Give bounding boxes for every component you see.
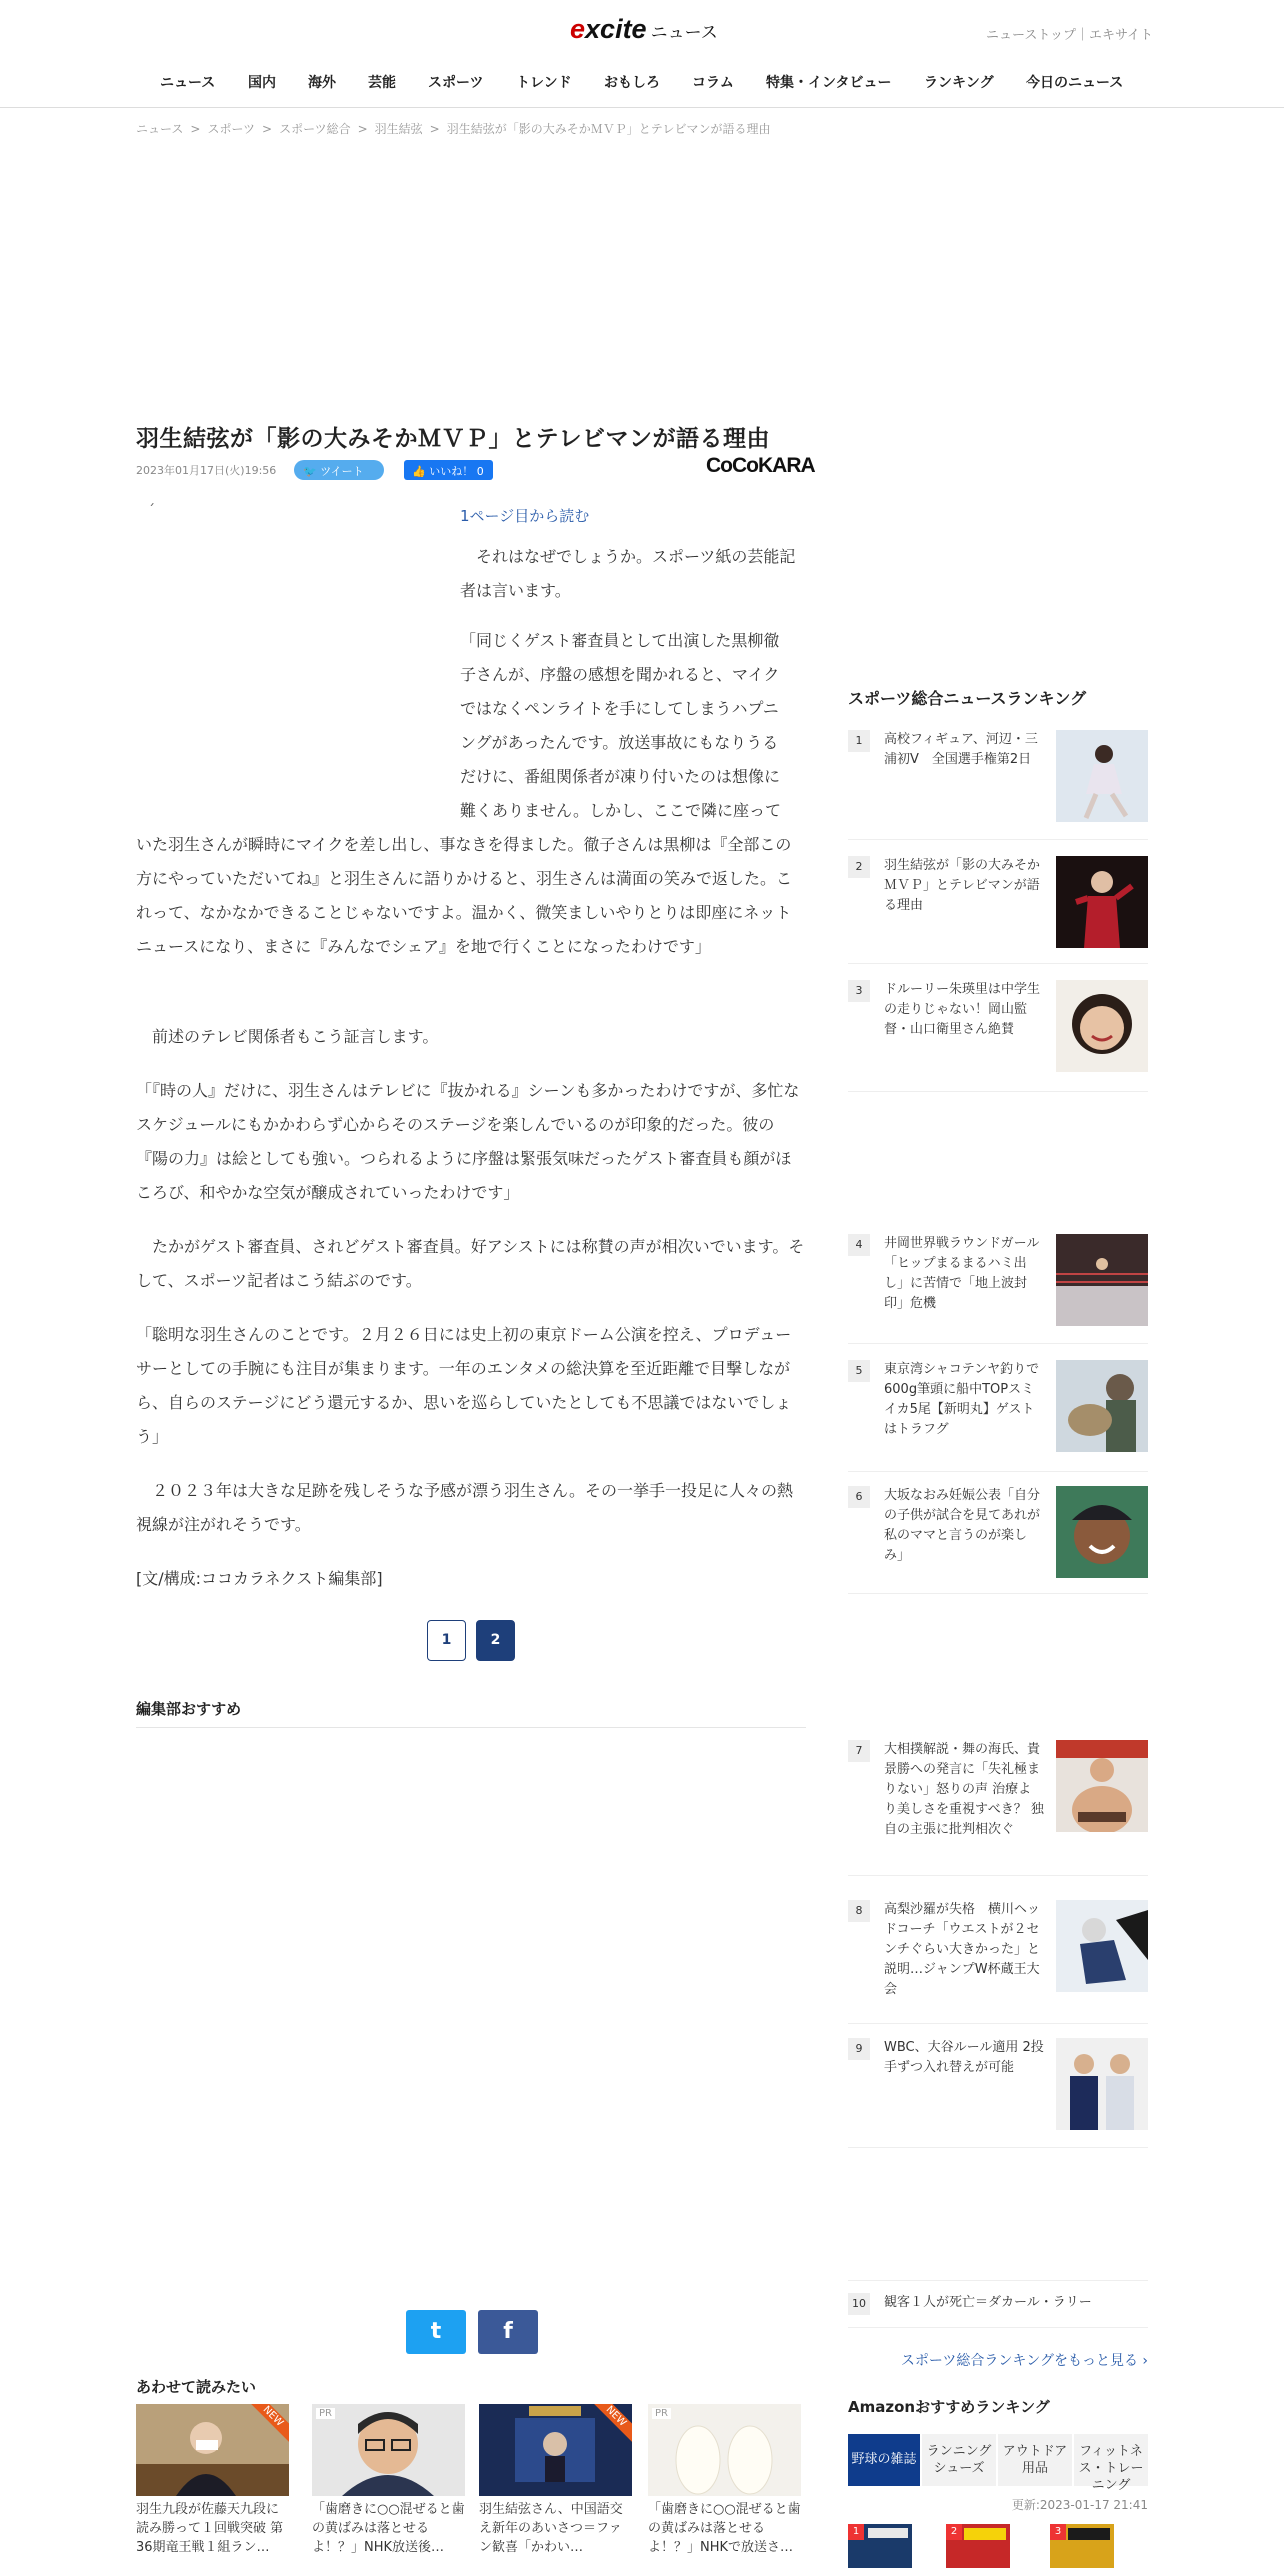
crumb-sep: > <box>357 122 368 136</box>
rank-number: 10 <box>848 2293 870 2315</box>
product-rank: 3 <box>1050 2524 1066 2540</box>
nav-feature[interactable]: 特集・インタビュー <box>766 75 892 91</box>
ranking-thumbnail <box>1056 1234 1148 1326</box>
logo-sub: ニュース <box>650 23 718 42</box>
cocokara-logo[interactable]: CoCoKARA <box>706 454 815 477</box>
ranking-item-title: 東京湾シャコテンヤ釣りで600g筆頭に船中TOPスミイカ5尾【新明丸】ゲストはトラフグ <box>884 1362 1040 1437</box>
rank-number: 7 <box>848 1740 870 1762</box>
angler-squid-photo <box>1056 1360 1148 1452</box>
like-label: いいね！ 0 <box>429 465 484 478</box>
amazon-tab-outdoor[interactable]: アウトドア用品 <box>998 2434 1072 2486</box>
ranking-item-title: 高校フィギュア、河辺・三浦初V 全国選手権第2日 <box>884 732 1038 767</box>
new-badge: NEW <box>590 2404 632 2442</box>
header-links[interactable]: ニューストップ｜エキサイト <box>986 28 1154 43</box>
ranking-thumbnail <box>1056 856 1148 948</box>
related-card[interactable] <box>136 2404 289 2558</box>
baseball-players-photo <box>1056 2038 1148 2130</box>
crumb-hanyu[interactable]: 羽生結弦 <box>374 122 423 136</box>
site-header <box>0 0 1284 108</box>
twitter-icon: t <box>430 2319 442 2344</box>
rank-number: 6 <box>848 1486 870 1508</box>
ranking-item[interactable] <box>848 1360 1148 1472</box>
excite-logo[interactable]: excite ニュース <box>570 14 718 44</box>
article-paragraph: 前述のテレビ関係者もこう証言します。 <box>152 1027 439 1046</box>
article-date: 2023年01月17日(火)19:56 <box>136 464 277 477</box>
nav-today[interactable]: 今日のニュース <box>1026 75 1124 91</box>
ranking-item[interactable] <box>848 2280 1148 2328</box>
rank-number: 4 <box>848 1234 870 1256</box>
ranking-item[interactable] <box>848 856 1148 964</box>
amazon-product[interactable] <box>1050 2524 1114 2568</box>
rank-number: 5 <box>848 1360 870 1382</box>
ranking-item[interactable] <box>848 1900 1148 2024</box>
related-thumbnail <box>479 2404 632 2496</box>
article-paragraph: 「聡明な羽生さんのことです。２月２６日には史上初の東京ドーム公演を控え、プロデューサーとしての手腕にも注目が集まります。一年のエンタメの総決算を至近距離で目撃しながら、自らのステージにどう還元するか、思いを巡らしていたとしても不思議ではないでしょう」 <box>136 1325 792 1446</box>
crumb-news[interactable]: ニュース <box>136 122 184 136</box>
article-paragraph: それはなぜでしょうか。スポーツ紙の芸能記者は言います。 <box>460 547 796 600</box>
main-nav <box>0 72 1284 96</box>
amazon-product[interactable] <box>946 2524 1010 2568</box>
ranking-thumbnail <box>1056 980 1148 1072</box>
text-line: ングがあったんです。放送事故にもなりうる <box>460 733 779 752</box>
product-rank: 1 <box>848 2524 864 2540</box>
related-thumbnail <box>136 2404 289 2496</box>
related-card[interactable] <box>648 2404 801 2558</box>
nav-trend[interactable]: トレンド <box>516 75 572 91</box>
quote-mark: ´ <box>148 503 155 519</box>
ranking-item[interactable] <box>848 1234 1148 1344</box>
article-paragraph: 「『時の人』だけに、羽生さんはテレビに『抜かれる』シーンも多かったわけですが、多忙なスケジュールにもかかわらず心からそのステージを楽しんでいるのが印象的だった。彼の『陽の力』は絵としても強い。つられるように序盤は緊張気味だったゲスト審査員も顔がほころび、和やかな空気が醸成されていったわけです」 <box>136 1081 800 1202</box>
related-card-title: 「歯磨きに○○混ぜると歯の黄ばみは落とせるよ！？」NHK放送後… <box>312 2502 465 2555</box>
rank-number: 8 <box>848 1900 870 1922</box>
ranking-item-title: 観客１人が死亡＝ダカール・ラリー <box>884 2295 1092 2310</box>
ranking-thumbnail <box>1056 1740 1148 1832</box>
ranking-item[interactable] <box>848 980 1148 1092</box>
related-card[interactable] <box>479 2404 632 2558</box>
ranking-item-title: 羽生結弦が「影の大みそかＭＶＰ」とテレビマンが語る理由 <box>884 858 1041 913</box>
related-heading: あわせて読みたい <box>136 2378 257 2396</box>
rank-number: 2 <box>848 856 870 878</box>
article-paragraph-float <box>460 624 806 828</box>
article-credit: [文/構成:ココカラネクスト編集部] <box>136 1569 383 1588</box>
related-thumbnail <box>648 2404 801 2496</box>
ranking-item[interactable] <box>848 2038 1148 2148</box>
nav-funny[interactable]: おもしろ <box>604 75 660 91</box>
ranking-thumbnail <box>1056 2038 1148 2130</box>
ranking-item-title: 高梨沙羅が失格 横川ヘッドコーチ「ウエストが２センチぐらい大きかった」と説明…ジャンプW杯蔵王大会 <box>884 1902 1041 1997</box>
tweet-button[interactable] <box>294 460 384 480</box>
text-line: 難くありません。しかし、ここで隣に座って <box>460 801 781 820</box>
amazon-updated: 更新:2023-01-17 21:41 <box>1011 2498 1148 2512</box>
rank-number: 3 <box>848 980 870 1002</box>
share-facebook-button[interactable] <box>478 2310 538 2354</box>
nav-sports[interactable]: スポーツ <box>428 75 484 91</box>
amazon-tab-fitness[interactable]: フィットネス・トレーニング <box>1074 2434 1148 2486</box>
product-rank: 2 <box>946 2524 962 2540</box>
nav-domestic[interactable]: 国内 <box>248 75 276 91</box>
amazon-tab-baseball-magazine[interactable]: 野球の雑誌 <box>848 2434 920 2486</box>
text-line: 子さんが、序盤の感想を聞かれると、マイク <box>460 665 780 684</box>
related-thumbnail <box>312 2404 465 2496</box>
crumb-sports[interactable]: スポーツ <box>207 122 255 136</box>
text-line: だけに、番組関係者が凍り付いたのは想像に <box>460 767 781 786</box>
twitter-bird-icon: 🐦 <box>303 465 317 478</box>
ranking-thumbnail <box>1056 1486 1148 1578</box>
page-2-button[interactable]: 2 <box>476 1620 515 1661</box>
thumbs-up-icon: 👍 <box>412 465 426 478</box>
logo-text: xcite <box>585 14 647 44</box>
amazon-product[interactable] <box>848 2524 912 2568</box>
figure-skater-photo <box>1056 730 1148 822</box>
nav-entertainment[interactable]: 芸能 <box>368 75 396 91</box>
ranking-thumbnail <box>1056 730 1148 822</box>
ranking-item[interactable] <box>848 730 1148 840</box>
related-card[interactable] <box>312 2404 465 2558</box>
amazon-heading: Amazonおすすめランキング <box>848 2398 1050 2416</box>
nav-column[interactable]: コラム <box>692 75 734 91</box>
ranking-item-title: ドルーリー朱瑛里は中学生の走りじゃない！岡山監督・山口衛里さん絶賛 <box>884 982 1041 1037</box>
ranking-item-title: 大坂なおみ妊娠公表「自分の子供が試合を見てあれが私のママと言うのが楽しみ」 <box>884 1488 1041 1563</box>
nav-news[interactable]: ニュース <box>160 75 216 91</box>
rank-number: 9 <box>848 2038 870 2060</box>
facebook-icon: f <box>503 2319 513 2344</box>
ranking-heading: スポーツ総合ニュースランキング <box>848 689 1087 708</box>
amazon-tab-running-shoes[interactable]: ランニングシューズ <box>922 2434 996 2486</box>
editors-pick-heading: 編集部おすすめ <box>136 1698 806 1728</box>
article-paragraph: いた羽生さんが瞬時にマイクを差し出し、事なきを得ました。徹子さんは黒柳は『全部この方にやっていただいてね』と羽生さんに語りかけると、羽生さんは満面の笑みで返した。これって、なかなかできることじゃないですよ。温かく、微笑ましいやりとりは即座にネットニュースになり、まさに『みんなでシェア』を地で行くことになったわけです」 <box>136 835 793 956</box>
pr-badge: PR <box>316 2408 335 2419</box>
ranking-item-title: 井岡世界戦ラウンドガール「ヒップまるまるハミ出し」に苦情で「地上波封印」危機 <box>884 1236 1040 1311</box>
article-paragraph: たかがゲスト審査員、されどゲスト審査員。好アシストには称賛の声が相次いでいます。そして、スポーツ記者はこう結ぶのです。 <box>136 1237 805 1290</box>
crumb-sep: > <box>429 122 440 136</box>
article-paragraph: ２０２３年は大きな足跡を残しそうな予感が漂う羽生さん。その一挙手一投足に人々の熱視線が注がれそうです。 <box>136 1481 793 1534</box>
ranking-item[interactable] <box>848 1486 1148 1594</box>
tweet-label: ツイート <box>320 465 364 478</box>
pr-badge: PR <box>652 2408 671 2419</box>
ranking-item[interactable] <box>848 1740 1148 1876</box>
crumb-sep: > <box>262 122 273 136</box>
sumo-wrestler-photo <box>1056 1740 1148 1832</box>
related-card-title: 「歯磨きに○○混ぜると歯の黄ばみは落とせるよ！？」NHKで放送さ… <box>648 2502 801 2555</box>
ranking-item-title: 大相撲解説・舞の海氏、貴景勝への発言に「失礼極まりない」怒りの声 治療より美しさを重視すべき？ 独自の主張に批判相次ぐ <box>884 1742 1044 1837</box>
text-line: ではなくペンライトを手にしてしまうハプニ <box>460 699 779 718</box>
facebook-like-button[interactable] <box>404 460 493 480</box>
text-line: 「同じくゲスト審査員として出演した黒柳徹 <box>460 631 780 650</box>
page-1-button[interactable]: 1 <box>427 1620 466 1661</box>
related-card-title: 羽生結弦さん、中国語交え新年のあいさつ＝ファン歓喜「かわい… <box>479 2502 623 2555</box>
naomi-osaka-photo <box>1056 1486 1148 1578</box>
read-from-page-1-link[interactable]: 1ページ目から読む <box>460 507 590 525</box>
rank-number: 1 <box>848 730 870 752</box>
ranking-thumbnail <box>1056 1900 1148 1992</box>
ranking-thumbnail <box>1056 1360 1148 1452</box>
related-card-title: 羽生九段が佐藤天九段に読み勝って１回戦突破 第36期竜王戦１組ラン… <box>136 2502 284 2555</box>
breadcrumb <box>136 120 771 137</box>
crumb-sports-general[interactable]: スポーツ総合 <box>279 122 351 136</box>
boxing-ring-photo <box>1056 1234 1148 1326</box>
hanyu-photo <box>1056 856 1148 948</box>
crumb-sep: > <box>190 122 201 136</box>
ski-jumper-photo <box>1056 1900 1148 1992</box>
nav-overseas[interactable]: 海外 <box>308 75 336 91</box>
ranking-item-title: WBC、大谷ルール適用 2投手ずつ入れ替えが可能 <box>884 2040 1044 2075</box>
nav-ranking[interactable]: ランキング <box>924 75 994 91</box>
article-title: 羽生結弦が「影の大みそかＭＶＰ」とテレビマンが語る理由 <box>136 426 771 452</box>
ranking-more-link[interactable]: スポーツ総合ランキングをもっと見る › <box>900 2353 1148 2369</box>
new-badge: NEW <box>247 2404 289 2442</box>
crumb-current: 羽生結弦が「影の大みそかＭＶＰ」とテレビマンが語る理由 <box>446 122 771 136</box>
woman-smiling-photo <box>1056 980 1148 1072</box>
share-twitter-button[interactable] <box>406 2310 466 2354</box>
